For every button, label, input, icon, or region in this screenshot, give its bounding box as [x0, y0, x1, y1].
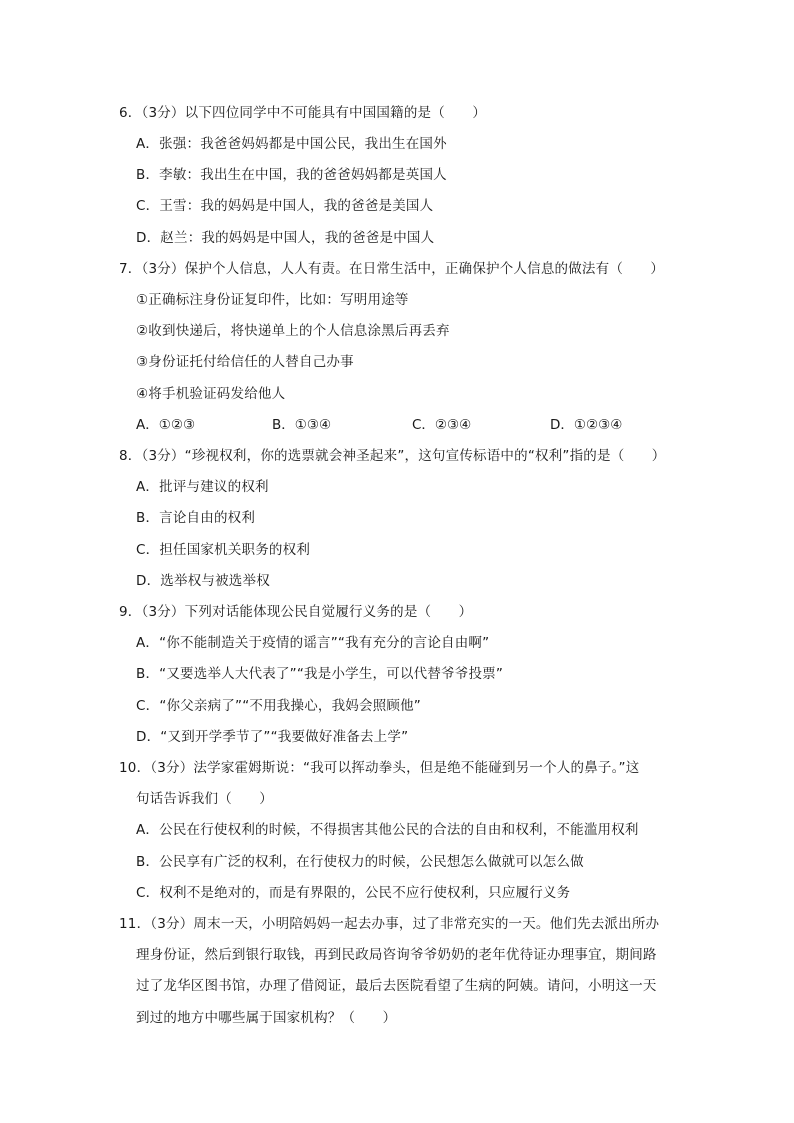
question-6-option-d: D．赵兰：我的妈妈是中国人，我的爸爸是中国人	[136, 230, 435, 246]
question-7-option-a: A．①②③	[136, 417, 196, 433]
question-7-item-1: ①正确标注身份证复印件，比如：写明用途等	[136, 292, 409, 308]
question-10-option-a: A．公民在行使权利的时候，不得损害其他公民的合法的自由和权利，不能滥用权利	[136, 822, 639, 838]
question-7-option-c: C．②③④	[412, 417, 472, 433]
question-7-item-3: ③身份证托付给信任的人替自己办事	[136, 354, 354, 370]
question-6-option-c: C．王雪：我的妈妈是中国人，我的爸爸是美国人	[136, 198, 434, 214]
question-6-option-a: A．张强：我爸爸妈妈都是中国公民，我出生在国外	[136, 136, 447, 152]
question-7-options-row	[136, 415, 676, 435]
question-9-option-a: A．“你不能制造关于疫情的谣言”“我有充分的言论自由啊”	[136, 635, 490, 651]
question-9-option-d: D．“又到开学季节了”“我要做好准备去上学”	[136, 729, 409, 745]
question-7-item-2: ②收到快递后，将快递单上的个人信息涂黑后再丢弃	[136, 323, 450, 339]
question-8-stem: 8．（3分）“珍视权利，你的选票就会神圣起来”，这句宣传标语中的“权利”指的是（ ）	[119, 448, 666, 464]
question-9-stem: 9．（3分）下列对话能体现公民自觉履行义务的是（ ）	[119, 604, 473, 620]
question-10-stem-line-2: 句话告诉我们（ ）	[136, 791, 273, 807]
question-10-option-b: B．公民享有广泛的权利，在行使权力的时候，公民想怎么做就可以怎么做	[136, 854, 584, 870]
question-8-option-b: B．言论自由的权利	[136, 510, 256, 526]
question-11-stem-line-3: 过了龙华区图书馆，办理了借阅证，最后去医院看望了生病的阿姨。请问，小明这一天	[136, 978, 657, 994]
question-11-stem-line-4: 到过的地方中哪些属于国家机构？（ ）	[136, 1010, 397, 1026]
question-6-option-b: B．李敏：我出生在中国，我的爸爸妈妈都是英国人	[136, 167, 447, 183]
question-7-item-4: ④将手机验证码发给他人	[136, 386, 286, 402]
question-7-stem: 7．（3分）保护个人信息，人人有责。在日常生活中，正确保护个人信息的做法有（ ）	[119, 261, 665, 277]
question-7-option-b: B．①③④	[272, 417, 332, 433]
question-8-option-a: A．批评与建议的权利	[136, 479, 269, 495]
question-6-stem: 6．（3分）以下四位同学中不可能具有中国国籍的是（ ）	[119, 105, 487, 121]
question-9-option-b: B．“又要选举人大代表了”“我是小学生，可以代替爷爷投票”	[136, 666, 504, 682]
question-11-stem-line-2: 理身份证，然后到银行取钱，再到民政局咨询爷爷奶奶的老年优待证办理事宜，期间路	[136, 947, 657, 963]
question-11-stem-line-1: 11．（3分）周末一天，小明陪妈妈一起去办事，过了非常充实的一天。他们先去派出所办	[119, 916, 660, 932]
question-8-option-d: D．选举权与被选举权	[136, 573, 270, 589]
question-10-stem-line-1: 10．（3分）法学家霍姆斯说：“我可以挥动拳头，但是绝不能碰到另一个人的鼻子。”这	[119, 760, 640, 776]
question-10-option-c: C．权利不是绝对的，而是有界限的，公民不应行使权利，只应履行义务	[136, 885, 571, 901]
question-9-option-c: C．“你父亲病了”“不用我操心，我妈会照顾他”	[136, 698, 422, 714]
question-7-option-d: D．①②③④	[550, 417, 623, 433]
question-8-option-c: C．担任国家机关职务的权利	[136, 542, 311, 558]
